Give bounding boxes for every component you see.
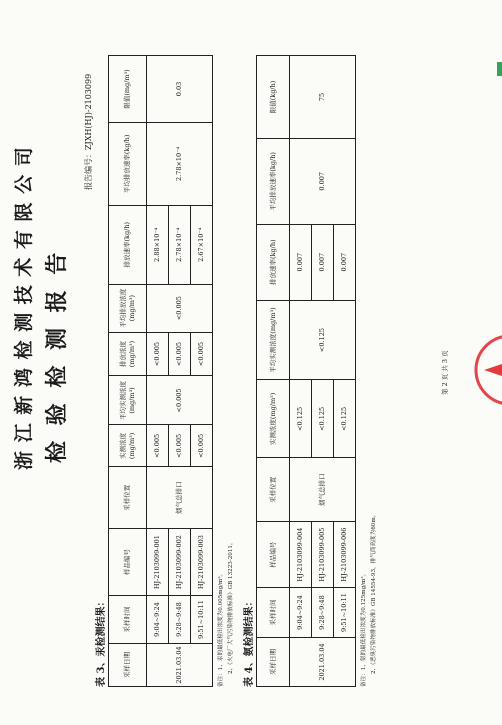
t3-header-limit: 限值(mg/m³): [109, 56, 147, 123]
t4-header-sample: 样品编号: [257, 522, 290, 588]
t4-measured: <0.125: [334, 380, 356, 458]
t4-rate: 0.007: [290, 224, 312, 300]
t3-header-date: 采样日期: [109, 644, 147, 687]
t3-time: 9:51~10:11: [191, 596, 213, 644]
t3-emission: <0.005: [191, 332, 213, 376]
t4-header-measured: 实测浓度(mg/m³): [257, 380, 290, 458]
t4-limit: 75: [290, 56, 356, 139]
t4-rate: 0.007: [312, 224, 334, 300]
table3: [108, 55, 213, 687]
t3-emission: <0.005: [147, 332, 169, 376]
t3-note-2: 2、《火电厂大气污染物排放标准》GB 13223-2011。: [228, 539, 234, 674]
t4-rate: 0.007: [334, 224, 356, 300]
t4-location: 烟气总排口: [290, 458, 356, 522]
t4-time: 9:28~9:48: [312, 588, 334, 638]
t3-avg-measured: <0.005: [147, 376, 213, 425]
t3-rate: 2.88×10⁻⁴: [147, 205, 169, 284]
report-title: 检 验 检 测 报 告: [44, 248, 70, 463]
t3-header-rate: 排放速率(kg/h): [109, 205, 147, 284]
t3-date: 2021.03.04: [147, 644, 213, 687]
t4-measured: <0.125: [312, 380, 334, 458]
t3-header-avg-rate: 平均排放速率(kg/h): [109, 122, 147, 205]
t3-measured: <0.005: [169, 425, 191, 467]
scan-edge-mark: [497, 62, 502, 76]
t3-header-sample: 样品编号: [109, 529, 147, 596]
table3-title: 表 3、汞检测结果：: [96, 596, 107, 687]
t4-time: 9:51~10:11: [334, 588, 356, 638]
t3-note-1: 备注：1、汞的最低检出浓度为0.005mg/m³。: [218, 570, 224, 687]
t3-rate: 2.78×10⁻⁴: [169, 205, 191, 284]
t3-time: 9:28~9:48: [169, 596, 191, 644]
seal-graphic: [462, 315, 502, 425]
company-name: 浙 江 新 鸿 检 测 技 术 有 限 公 司: [13, 146, 35, 470]
page-number: 第 2 页 共 3 页: [441, 350, 449, 395]
table4-title: 表 4、氨检测结果：: [244, 596, 255, 687]
t3-sample: HJ-2103099-003: [191, 529, 213, 596]
t3-measured: <0.005: [191, 425, 213, 467]
report-number: 报告编号：ZJXH(HJ)-2103099: [84, 73, 93, 190]
t3-header-avg-measured: 平均实测浓度(mg/m³): [109, 376, 147, 425]
t3-measured: <0.005: [147, 425, 169, 467]
t4-avg-rate: 0.007: [290, 138, 356, 224]
t4-measured: <0.125: [290, 380, 312, 458]
t4-header-limit: 限值(kg/h): [257, 56, 290, 139]
t3-header-avg-emission: 平均排放浓度(mg/m³): [109, 284, 147, 332]
t4-header-location: 采样位置: [257, 458, 290, 522]
t4-note-1: 备注：1、氨的最低检出浓度为0.125mg/m³。: [361, 570, 367, 687]
t4-avg-measured: <0.125: [290, 300, 356, 380]
t3-header-location: 采样位置: [109, 467, 147, 529]
t3-header-time: 采样时间: [109, 596, 147, 644]
t3-location: 烟气总排口: [147, 467, 213, 529]
t3-limit: 0.03: [147, 56, 213, 123]
t4-sample: HJ-2103099-004: [290, 522, 312, 588]
t3-sample: HJ-2103099-001: [147, 529, 169, 596]
t4-header-avg-measured: 平均实测浓度(mg/m³): [257, 300, 290, 380]
t4-header-date: 采样日期: [257, 638, 290, 687]
company-seal: [462, 315, 502, 425]
t4-header-rate: 排放速率(kg/h): [257, 224, 290, 300]
t4-header-avg-rate: 平均排放速率(kg/h): [257, 138, 290, 224]
t4-date: 2021.03.04: [290, 638, 356, 687]
t4-note-2: 2、《恶臭污染物排放标准》GB 14554-93，排气筒高度为60m。: [371, 511, 377, 674]
t4-header-time: 采样时间: [257, 588, 290, 638]
t3-emission: <0.005: [169, 332, 191, 376]
t4-sample: HJ-2103099-006: [334, 522, 356, 588]
t4-time: 9:04~9:24: [290, 588, 312, 638]
t3-header-emission: 排放浓度(mg/m³): [109, 332, 147, 376]
table4: [256, 55, 356, 687]
t3-avg-emission: <0.005: [147, 284, 213, 332]
t3-rate: 2.67×10⁻⁴: [191, 205, 213, 284]
t3-avg-rate: 2.78×10⁻⁴: [147, 122, 213, 205]
t3-time: 9:04~9:24: [147, 596, 169, 644]
t4-sample: HJ-2103099-005: [312, 522, 334, 588]
t3-sample: HJ-2103099-002: [169, 529, 191, 596]
t3-header-measured: 实测浓度(mg/m³): [109, 425, 147, 467]
